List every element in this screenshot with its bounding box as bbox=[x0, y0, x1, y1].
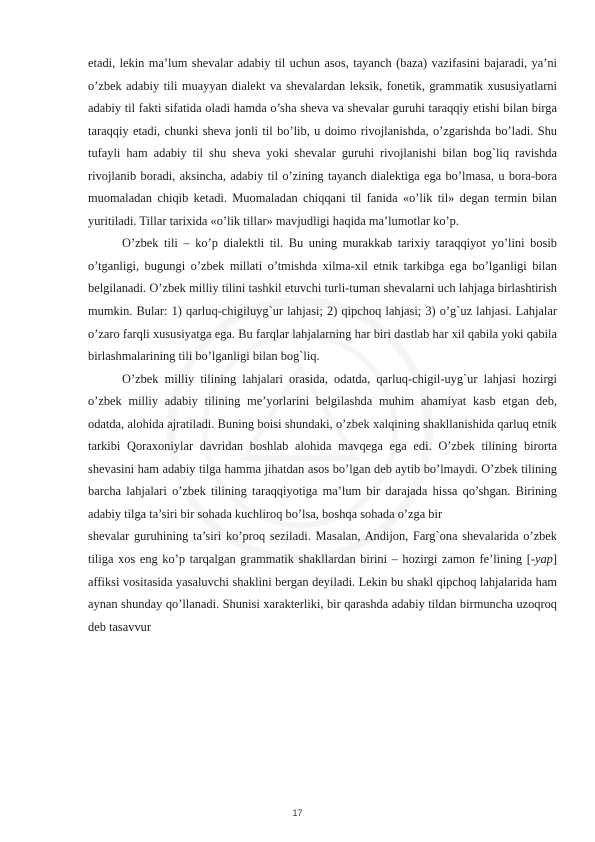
page-number: 17 bbox=[292, 808, 303, 818]
paragraph-4-text-before-affix: shevalar guruhining ta’siri ko’proq seziladi. Masalan, Andijon, Farg`ona shevalarida o’zbek tiliga xos eng ko’p tarqalgan grammatik shakllardan birini – hozirgi zamon fe’lining [- bbox=[88, 529, 557, 567]
paragraph-2: O’zbek tili – ko’p dialektli til. Bu uning murakkab tarixiy taraqqiyot yo’lini bosib o’tganligi, bugungi o’zbek millati o’tmishda xilma-xil etnik tarkibga ega bo’lganligi bilan belgilanadi. O’zbek milliy tilini tashkil etuvchi turli-tuman shevalarni uch lahjaga birlashtirish mumkin. Bular: 1) qarluq-chigiluyg`ur lahjasi; 2) qipchoq lahjasi; 3) o’g`uz lahjasi. Lahjalar o’zaro farqli xususiyatga ega. Bu farqlar lahjalarning har biri dastlab har xil qabila yoki qabila birlashmalarining tili bo’lganligi bilan bog`liq. bbox=[88, 236, 557, 364]
affix-italic: yap bbox=[534, 552, 553, 567]
paragraph-4-text-after-affix: ] affiksi vositasida yasaluvchi shaklini bergan deyiladi. Lekin bu shakl qipchoq lahjalarida ham aynan shunday qo’llanadi. Shunisi xarakterliki, bir qarashda adabiy tildan birmuncha uzoqroq deb tasavvur bbox=[88, 552, 557, 634]
paragraph-3: O’zbek milliy tilining lahjalari orasida, odatda, qarluq-chigil-uyg`ur lahjasi hozirgi o’zbek milliy adabiy tilining me’yorlarini belgilashda muhim ahamiyat kasb etgan deb, odatda, alohida ajratiladi. Buning boisi shundaki, o’zbek xalqining shakllanishida qarluq etnik tarkibi Qoraxoniylar davridan boshlab alohida mavqega ega edi. O’zbek tilining birorta shevasini ham adabiy tilga hamma jihatdan asos bo’lgan deb aytib bo’lmaydi. O’zbek tilining barcha lahjalari o’zbek tilining taraqqiyotiga ma’lum bir darajada hissa qo’shgan. Birining adabiy tilga ta’siri bir sohada kuchliroq bo’lsa, boshqa sohada o’zga bir bbox=[88, 371, 557, 521]
document-page bbox=[88, 52, 557, 638]
paragraph-4 bbox=[88, 525, 557, 638]
paragraph-1: etadi, lekin ma’lum shevalar adabiy til uchun asos, tayanch (baza) vazifasini bajaradi, ya’ni o’zbek adabiy tili muayyan dialekt va shevalardan leksik, fonetik, grammatik xususiyatlarni adabiy til fakti sifatida oladi hamda o’sha sheva va shevalar guruhi taraqqiy etishi bilan birga taraqqiy etadi, chunki sheva jonli til bo’lib, u doimo rivojlanishda, o’zgarishda bo’ladi. Shu tufayli ham adabiy til shu sheva yoki shevalar guruhi rivojlanishi bilan bog`liq ravishda rivojlanib boradi, aksincha, adabiy til o’zining tayanch dialektiga ega bo’lmasa, u bora-bora muomaladan chiqib ketadi. Muomaladan chiqqani til fanida «o’lik til» degan termin bilan yuritiladi. Tillar tarixida «o’lik tillar» mavjudligi haqida ma’lumotlar ko’p. bbox=[88, 56, 557, 228]
